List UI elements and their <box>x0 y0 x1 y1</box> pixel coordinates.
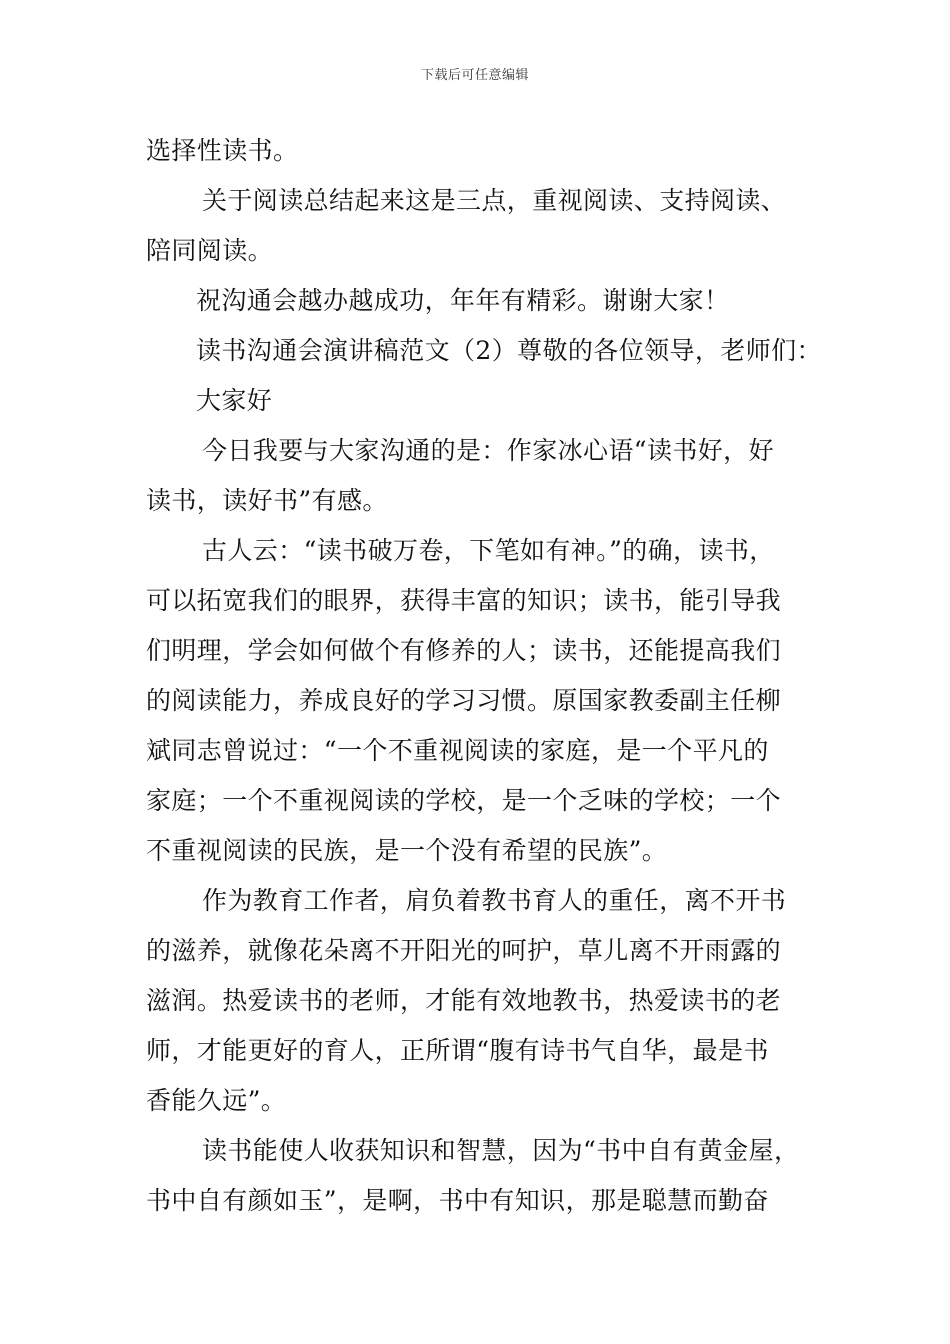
text-line: 可以拓宽我们的眼界，获得丰富的知识；读书，能引导我 <box>146 586 782 615</box>
text-line: 香能久远”。 <box>146 1086 287 1115</box>
text-line: 不重视阅读的民族，是一个没有希望的民族”。 <box>146 836 668 865</box>
document-body <box>146 126 822 1226</box>
text-line: 读书沟通会演讲稿范文（2）尊敬的各位领导，老师们： <box>196 336 822 365</box>
text-line: 斌同志曾说过：“一个不重视阅读的家庭，是一个平凡的 <box>146 736 769 765</box>
text-line: 陪同阅读。 <box>146 236 274 265</box>
text-line: 作为教育工作者，肩负着教书育人的重任，离不开书 <box>202 886 787 915</box>
text-line: 大家好 <box>196 386 273 415</box>
text-line: 师，才能更好的育人，正所谓“腹有诗书气自华，最是书 <box>146 1036 769 1065</box>
page-header: 下载后可任意编辑 <box>420 68 529 83</box>
text-line: 们明理，学会如何做个有修养的人；读书，还能提高我们 <box>146 636 782 665</box>
text-line: 家庭；一个不重视阅读的学校，是一个乏味的学校；一个 <box>146 786 782 815</box>
text-line: 祝沟通会越办越成功，年年有精彩。谢谢大家！ <box>196 286 730 315</box>
text-line: 古人云：“读书破万卷，下笔如有神。”的确，读书， <box>202 536 775 565</box>
text-line: 读书能使人收获知识和智慧，因为“书中自有黄金屋， <box>202 1136 800 1165</box>
text-line: 选择性读书。 <box>146 136 299 165</box>
text-line: 关于阅读总结起来这是三点，重视阅读、支持阅读、 <box>202 186 787 215</box>
text-line: 的阅读能力，养成良好的学习习惯。原国家教委副主任柳 <box>146 686 782 715</box>
text-line: 读书，读好书”有感。 <box>146 486 388 515</box>
text-line: 书中自有颜如玉”，是啊，书中有知识，那是聪慧而勤奋 <box>146 1186 769 1215</box>
text-line: 滋润。热爱读书的老师，才能有效地教书，热爱读书的老 <box>146 986 782 1015</box>
text-line: 的滋养，就像花朵离不开阳光的呵护，草儿离不开雨露的 <box>146 936 782 965</box>
text-line: 今日我要与大家沟通的是：作家冰心语“读书好，好 <box>202 436 774 465</box>
